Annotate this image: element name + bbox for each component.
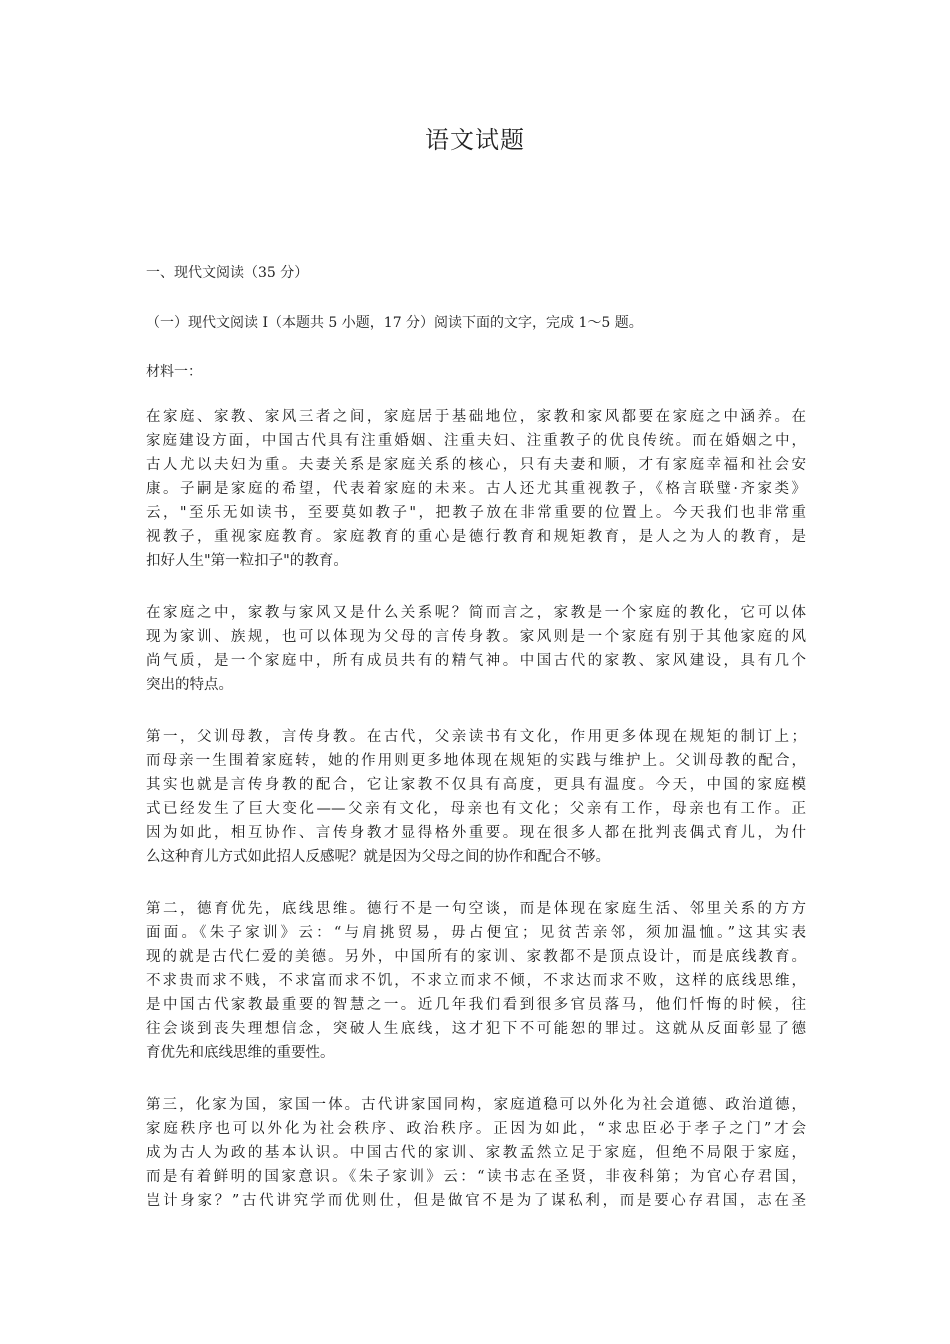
paragraph-line: 现为家训、族规，也可以体现为父母的言传身教。家风则是一个家庭有别于其他家庭的风 <box>146 629 806 645</box>
paragraph-line: 岂计身家？”古代讲究学而优则仕，但是做官不是为了谋私利，而是要心存君国，志在圣 <box>146 1193 806 1209</box>
paragraph-line: 往会谈到丧失理想信念，突破人生底线，这才犯下不可能恕的罪过。这就从反面彰显了德 <box>146 1021 806 1037</box>
paragraph-1 <box>146 405 806 573</box>
paragraph-line: 视教子，重视家庭教育。家庭教育的重心是德行教育和规矩教育，是人之为人的教育，是 <box>146 529 806 545</box>
paragraph-line: 古人尤以夫妇为重。夫妻关系是家庭关系的核心，只有夫妻和顺，才有家庭幸福和社会安 <box>146 457 806 473</box>
paragraph-line: 第二，德育优先，底线思维。德行不是一句空谈，而是体现在家庭生活、邻里关系的方方 <box>146 901 806 917</box>
paragraph-line: 云，"至乐无如读书，至要莫如教子"，把教子放在非常重要的位置上。今天我们也非常重 <box>146 505 806 521</box>
paragraph-line: 而母亲一生围着家庭转，她的作用则更多地体现在规矩的实践与维护上。父训母教的配合， <box>146 753 806 769</box>
paragraph-4 <box>146 897 806 1065</box>
paragraph-line: 康。子嗣是家庭的希望，代表着家庭的未来。古人还尤其重视教子，《格言联璧·齐家类》 <box>146 481 806 497</box>
paragraph-line: 成为古人为政的基本认识。中国古代的家训、家教孟然立足于家庭，但绝不局限于家庭， <box>146 1145 806 1161</box>
paragraph-line: 不求贵而求不贱，不求富而求不饥，不求立而求不倾，不求达而求不败，这样的底线思维， <box>146 973 806 989</box>
paragraph-line: 尚气质，是一个家庭中，所有成员共有的精气神。中国古代的家教、家风建设，具有几个 <box>146 653 806 669</box>
subsection-heading: （一）现代文阅读 I（本题共 5 小题，17 分）阅读下面的文字，完成 1～5 题。 <box>146 315 643 331</box>
paragraph-line: 其实也就是言传身教的配合，它让家教不仅具有高度，更具有温度。今天，中国的家庭模 <box>146 777 806 793</box>
paragraph-5 <box>146 1093 806 1213</box>
paragraph-line: 家庭秩序也可以外化为社会秩序、政治秩序。正因为如此，“求忠臣必于孝子之门”才会 <box>146 1121 806 1137</box>
paragraph-line: 面面。《朱子家训》云：“与肩挑贸易，毋占便宜；见贫苦亲邻，须加温恤。”这其实表 <box>146 925 806 941</box>
paragraph-line: 现的就是古代仁爱的美德。另外，中国所有的家训、家教都不是顶点设计，而是底线教育。 <box>146 949 806 965</box>
paragraph-line: 在家庭之中，家教与家风又是什么关系呢？简而言之，家教是一个家庭的教化，它可以体 <box>146 605 806 621</box>
paragraph-line: 么这种育儿方式如此招人反感呢？就是因为父母之间的协作和配合不够。 <box>146 849 610 865</box>
paragraph-line: 家庭建设方面，中国古代具有注重婚姻、注重夫妇、注重教子的优良传统。而在婚姻之中， <box>146 433 806 449</box>
paragraph-line: 式已经发生了巨大变化——父亲有文化，母亲也有文化；父亲有工作，母亲也有工作。正 <box>146 801 806 817</box>
paragraph-2 <box>146 601 806 697</box>
paragraph-line: 第三，化家为国，家国一体。古代讲家国同构，家庭道稳可以外化为社会道德、政治道德， <box>146 1097 806 1113</box>
page-title: 语文试题 <box>425 126 525 154</box>
paragraph-line: 突出的特点。 <box>146 677 233 693</box>
paragraph-line: 因为如此，相互协作、言传身教才显得格外重要。现在很多人都在批判丧偶式育儿，为什 <box>146 825 806 841</box>
paragraph-line: 而是有着鲜明的国家意识。《朱子家训》云：“读书志在圣贤，非夜科第；为官心存君国， <box>146 1169 806 1185</box>
paragraph-line: 是中国古代家教最重要的智慧之一。近几年我们看到很多官员落马，他们忏悔的时候，往 <box>146 997 806 1013</box>
section-heading: 一、现代文阅读（35 分） <box>146 265 309 281</box>
paragraph-3 <box>146 725 806 869</box>
paragraph-line: 育优先和底线思维的重要性。 <box>146 1045 335 1061</box>
paragraph-line: 第一，父训母教，言传身教。在古代，父亲读书有文化，作用更多体现在规矩的制订上； <box>146 729 806 745</box>
material-label: 材料一： <box>146 364 202 380</box>
paragraph-line: 在家庭、家教、家风三者之间，家庭居于基础地位，家教和家风都要在家庭之中涵养。在 <box>146 409 806 425</box>
paragraph-line: 扣好人生"第一粒扣子"的教育。 <box>146 553 348 569</box>
